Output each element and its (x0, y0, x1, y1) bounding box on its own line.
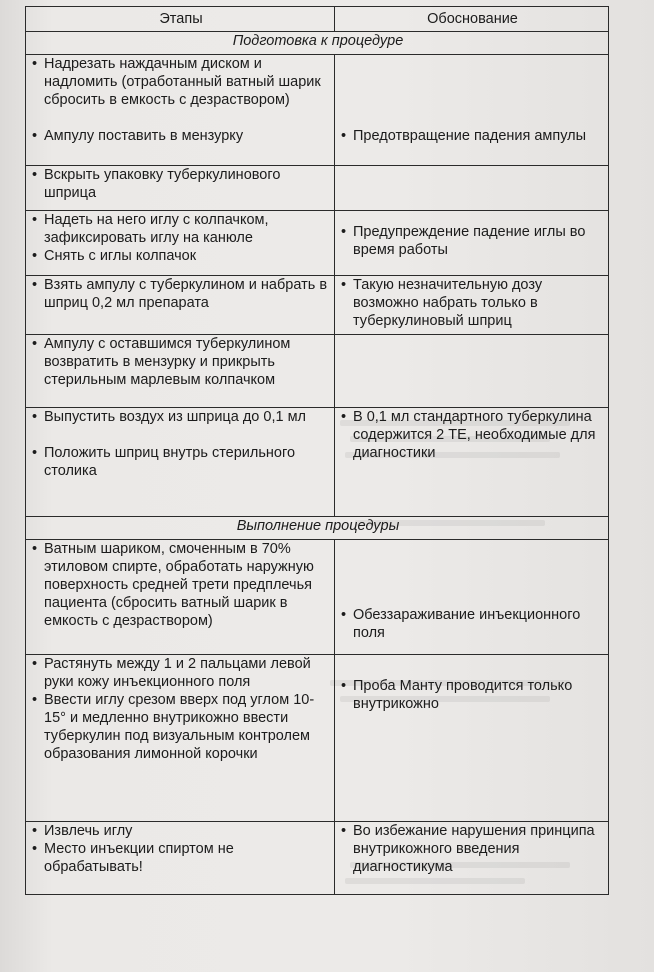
reason-text: • Проба Манту проводится только внутрикожно (341, 677, 604, 713)
reason-text: • Предупреждение падение иглы во время работы (341, 223, 604, 259)
table-row (26, 822, 609, 895)
steps-cell (26, 211, 335, 276)
reason-cell (335, 655, 609, 822)
section-row (26, 517, 609, 540)
table-row (26, 335, 609, 408)
reason-text: • Обеззараживание инъекционного поля (341, 606, 604, 642)
step-text: • Ампулу поставить в мензурку (32, 127, 330, 145)
reason-text: • Такую незначительную дозу возможно набрать только в туберкулиновый шприц (341, 276, 604, 330)
step-text: • Снять с иглы колпачок (32, 247, 330, 265)
step-text: • Надрезать наждачным диском и надломить (отработанный ватный шарик сбросить в емкость с дезраствором) (32, 55, 330, 109)
reason-cell (335, 335, 609, 408)
reason-cell (335, 408, 609, 517)
step-text: • Извлечь иглу (32, 822, 330, 840)
section-title-preparation: Подготовка к процедуре (26, 32, 609, 55)
step-text: • Растянуть между 1 и 2 пальцами левой руки кожу инъекционного поля (32, 655, 330, 691)
step-text: • Вскрыть упаковку туберкулинового шприца (32, 166, 330, 202)
step-text: • Ампулу с оставшимся туберкулином возвратить в мензурку и прикрыть стерильным марлевым колпачком (32, 335, 330, 389)
table-row (26, 540, 609, 655)
section-title-execution: Выполнение процедуры (26, 517, 609, 540)
steps-cell (26, 55, 335, 166)
steps-cell (26, 655, 335, 822)
reason-cell (335, 166, 609, 211)
table-row (26, 276, 609, 335)
reason-text: • Во избежание нарушения принципа внутрикожного введения диагностикума (341, 822, 604, 876)
section-row (26, 32, 609, 55)
table-row (26, 55, 609, 166)
step-text: • Надеть на него иглу с колпачком, зафиксировать иглу на канюле (32, 211, 330, 247)
header-steps: Этапы (26, 7, 335, 32)
step-text: • Выпустить воздух из шприца до 0,1 мл (32, 408, 330, 426)
reason-cell (335, 540, 609, 655)
step-text: • Место инъекции спиртом не обрабатывать! (32, 840, 330, 876)
step-text: • Положить шприц внутрь стерильного столика (32, 444, 330, 480)
step-text: • Ватным шариком, смоченным в 70% этиловом спирте, обработать наружную поверхность средней трети предплечья пациента (сбросить ватный шарик в емкость с дезраствором) (32, 540, 330, 630)
step-text: • Взять ампулу с туберкулином и набрать в шприц 0,2 мл препарата (32, 276, 330, 312)
reason-text: • Предотвращение падения ампулы (341, 127, 604, 145)
step-text: • Ввести иглу срезом вверх под углом 10-15° и медленно внутрикожно ввести туберкулин под визуальным контролем образования лимонной корочки (32, 691, 330, 763)
reason-cell (335, 822, 609, 895)
steps-cell (26, 335, 335, 408)
reason-cell (335, 55, 609, 166)
steps-cell (26, 276, 335, 335)
reason-text: • В 0,1 мл стандартного туберкулина содержится 2 ТЕ, необходимые для диагностики (341, 408, 604, 462)
table-row (26, 211, 609, 276)
reason-cell (335, 211, 609, 276)
steps-cell (26, 822, 335, 895)
table-row (26, 166, 609, 211)
procedure-table (25, 6, 609, 895)
steps-cell (26, 408, 335, 517)
steps-cell (26, 540, 335, 655)
table-row (26, 655, 609, 822)
table-header-row (26, 7, 609, 32)
reason-cell (335, 276, 609, 335)
header-reason: Обоснование (335, 7, 609, 32)
table-row (26, 408, 609, 517)
steps-cell (26, 166, 335, 211)
